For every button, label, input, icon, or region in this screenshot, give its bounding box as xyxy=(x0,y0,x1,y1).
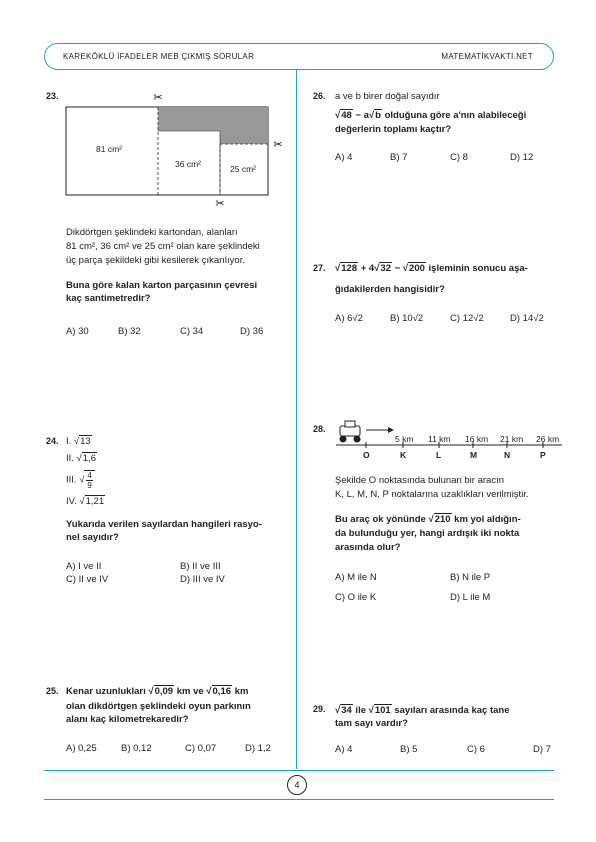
q27-option-d[interactable]: D) 14√2 xyxy=(510,313,544,324)
q23-option-b[interactable]: B) 32 xyxy=(118,326,141,337)
q27-option-c[interactable]: C) 12√2 xyxy=(450,313,484,324)
q29-option-d[interactable]: D) 7 xyxy=(533,744,551,755)
q24-option-c[interactable]: C) II ve IV xyxy=(66,574,109,585)
q29-option-b[interactable]: B) 5 xyxy=(400,744,418,755)
q28-question-2: arasında olur? xyxy=(335,542,401,553)
q25-option-b[interactable]: B) 0,12 xyxy=(121,743,152,754)
q24-item-1: I. √13 xyxy=(66,436,91,447)
q24-option-a[interactable]: A) I ve II xyxy=(66,561,102,572)
dist-n: 21 km xyxy=(500,434,524,444)
q26-question-2: değerlerin toplamı kaçtır? xyxy=(335,124,452,135)
q29-option-c[interactable]: C) 6 xyxy=(467,744,485,755)
q24-option-b[interactable]: B) II ve III xyxy=(180,561,221,572)
dist-k: 5 km xyxy=(395,434,414,444)
dist-m: 16 km xyxy=(465,434,489,444)
dist-l: 11 km xyxy=(428,434,451,444)
point-m: M xyxy=(470,450,478,460)
q26-question-1: √48 − a√b olduğuna göre a'nın alabileceği xyxy=(335,110,527,121)
q26-option-d[interactable]: D) 12 xyxy=(510,152,534,163)
q27-number: 27. xyxy=(313,263,326,273)
q28-text-1: Şekilde O noktasında bulunan bir aracın xyxy=(335,475,504,486)
header-title: KAREKÖKLÜ İFADELER MEB ÇIKMIŞ SORULAR xyxy=(63,52,255,61)
q23-question-1: Buna göre kalan karton parçasının çevresi xyxy=(66,280,258,291)
scissors-icon: ✂ xyxy=(153,92,163,104)
page-number: 4 xyxy=(287,775,307,795)
point-o: O xyxy=(363,450,370,460)
q27-question-1: √128 + 4√32 − √200 işleminin sonucu aşa- xyxy=(335,263,528,274)
point-p: P xyxy=(540,450,546,460)
q26-intro: a ve b birer doğal sayıdır xyxy=(335,91,440,102)
q25-question-2: alanı kaç kilometrekaredir? xyxy=(66,714,189,725)
point-l: L xyxy=(436,450,442,460)
q25-number: 25. xyxy=(46,686,59,696)
tractor-icon xyxy=(340,421,361,443)
q23-question-2: kaç santimetredir? xyxy=(66,293,151,304)
q29-question-2: tam sayı vardır? xyxy=(335,718,408,729)
q23-option-a[interactable]: A) 30 xyxy=(66,326,89,337)
q24-option-d[interactable]: D) III ve IV xyxy=(180,574,225,585)
area-25: 25 cm² xyxy=(230,164,256,174)
q23-number: 23. xyxy=(46,91,59,101)
q28-option-c[interactable]: C) O ile K xyxy=(335,592,377,603)
q29-number: 29. xyxy=(313,704,326,714)
q27-option-a[interactable]: A) 6√2 xyxy=(335,313,363,324)
q23-option-d[interactable]: D) 36 xyxy=(240,326,264,337)
q25-question-1: olan dikdörtgen şeklindeki oyun parkının xyxy=(66,701,251,712)
q25-option-d[interactable]: D) 1,2 xyxy=(245,743,271,754)
q27-option-b[interactable]: B) 10√2 xyxy=(390,313,424,324)
q24-number: 24. xyxy=(46,436,59,446)
q23-text-3: üç parça şekildeki gibi kesilerek çıkarılıyor. xyxy=(66,255,245,266)
q25-option-c[interactable]: C) 0,07 xyxy=(185,743,217,754)
scissors-icon: ✂ xyxy=(215,198,225,210)
dist-p: 26 km xyxy=(536,434,560,444)
q29-option-a[interactable]: A) 4 xyxy=(335,744,353,755)
q24-item-3: III. √ $\frac{4}{9}$ xyxy=(66,470,95,490)
scissors-icon: ✂ xyxy=(273,139,283,151)
q28-number: 28. xyxy=(313,424,326,434)
q28-question-0: Bu araç ok yönünde √210 km yol aldığın- xyxy=(335,514,521,525)
q25-question-0: Kenar uzunlukları √0,09 km ve √0,16 km xyxy=(66,686,249,697)
q27-question-2: ğıdakilerden hangisidir? xyxy=(335,284,445,295)
q28-option-b[interactable]: B) N ile P xyxy=(450,572,491,583)
point-n: N xyxy=(504,450,511,460)
q26-number: 26. xyxy=(313,91,326,101)
q28-question-1: da bulunduğu yer, hangi ardışık iki nokta xyxy=(335,528,520,539)
q23-option-c[interactable]: C) 34 xyxy=(180,326,204,337)
point-k: K xyxy=(400,450,407,460)
q29-question-1: √34 ile √101 sayıları arasında kaç tane xyxy=(335,705,510,716)
q25-option-a[interactable]: A) 0,25 xyxy=(66,743,97,754)
area-36: 36 cm² xyxy=(175,159,201,169)
q28-option-a[interactable]: A) M ile N xyxy=(335,572,377,583)
q26-option-c[interactable]: C) 8 xyxy=(450,152,468,163)
q28-option-d[interactable]: D) L ile M xyxy=(450,592,491,603)
q24-question-1: Yukarıda verilen sayılardan hangileri rasyo- xyxy=(66,519,262,530)
q26-option-b[interactable]: B) 7 xyxy=(390,152,408,163)
q28-text-2: K, L, M, N, P noktalarına uzaklıkları verilmiştir. xyxy=(335,489,529,500)
q24-item-4: IV. √1,21 xyxy=(66,496,105,507)
header-site: MATEMATİKVAKTİ.NET xyxy=(441,52,533,61)
area-81: 81 cm² xyxy=(96,144,122,154)
q24-item-2: II. √1,6 xyxy=(66,453,96,464)
q23-text-2: 81 cm², 36 cm² ve 25 cm² olan kare şeklindeki xyxy=(66,241,260,252)
q23-text-1: Dikdörtgen şeklindeki kartondan, alanları xyxy=(66,227,238,238)
q26-option-a[interactable]: A) 4 xyxy=(335,152,353,163)
q24-question-2: nel sayıdır? xyxy=(66,532,119,543)
